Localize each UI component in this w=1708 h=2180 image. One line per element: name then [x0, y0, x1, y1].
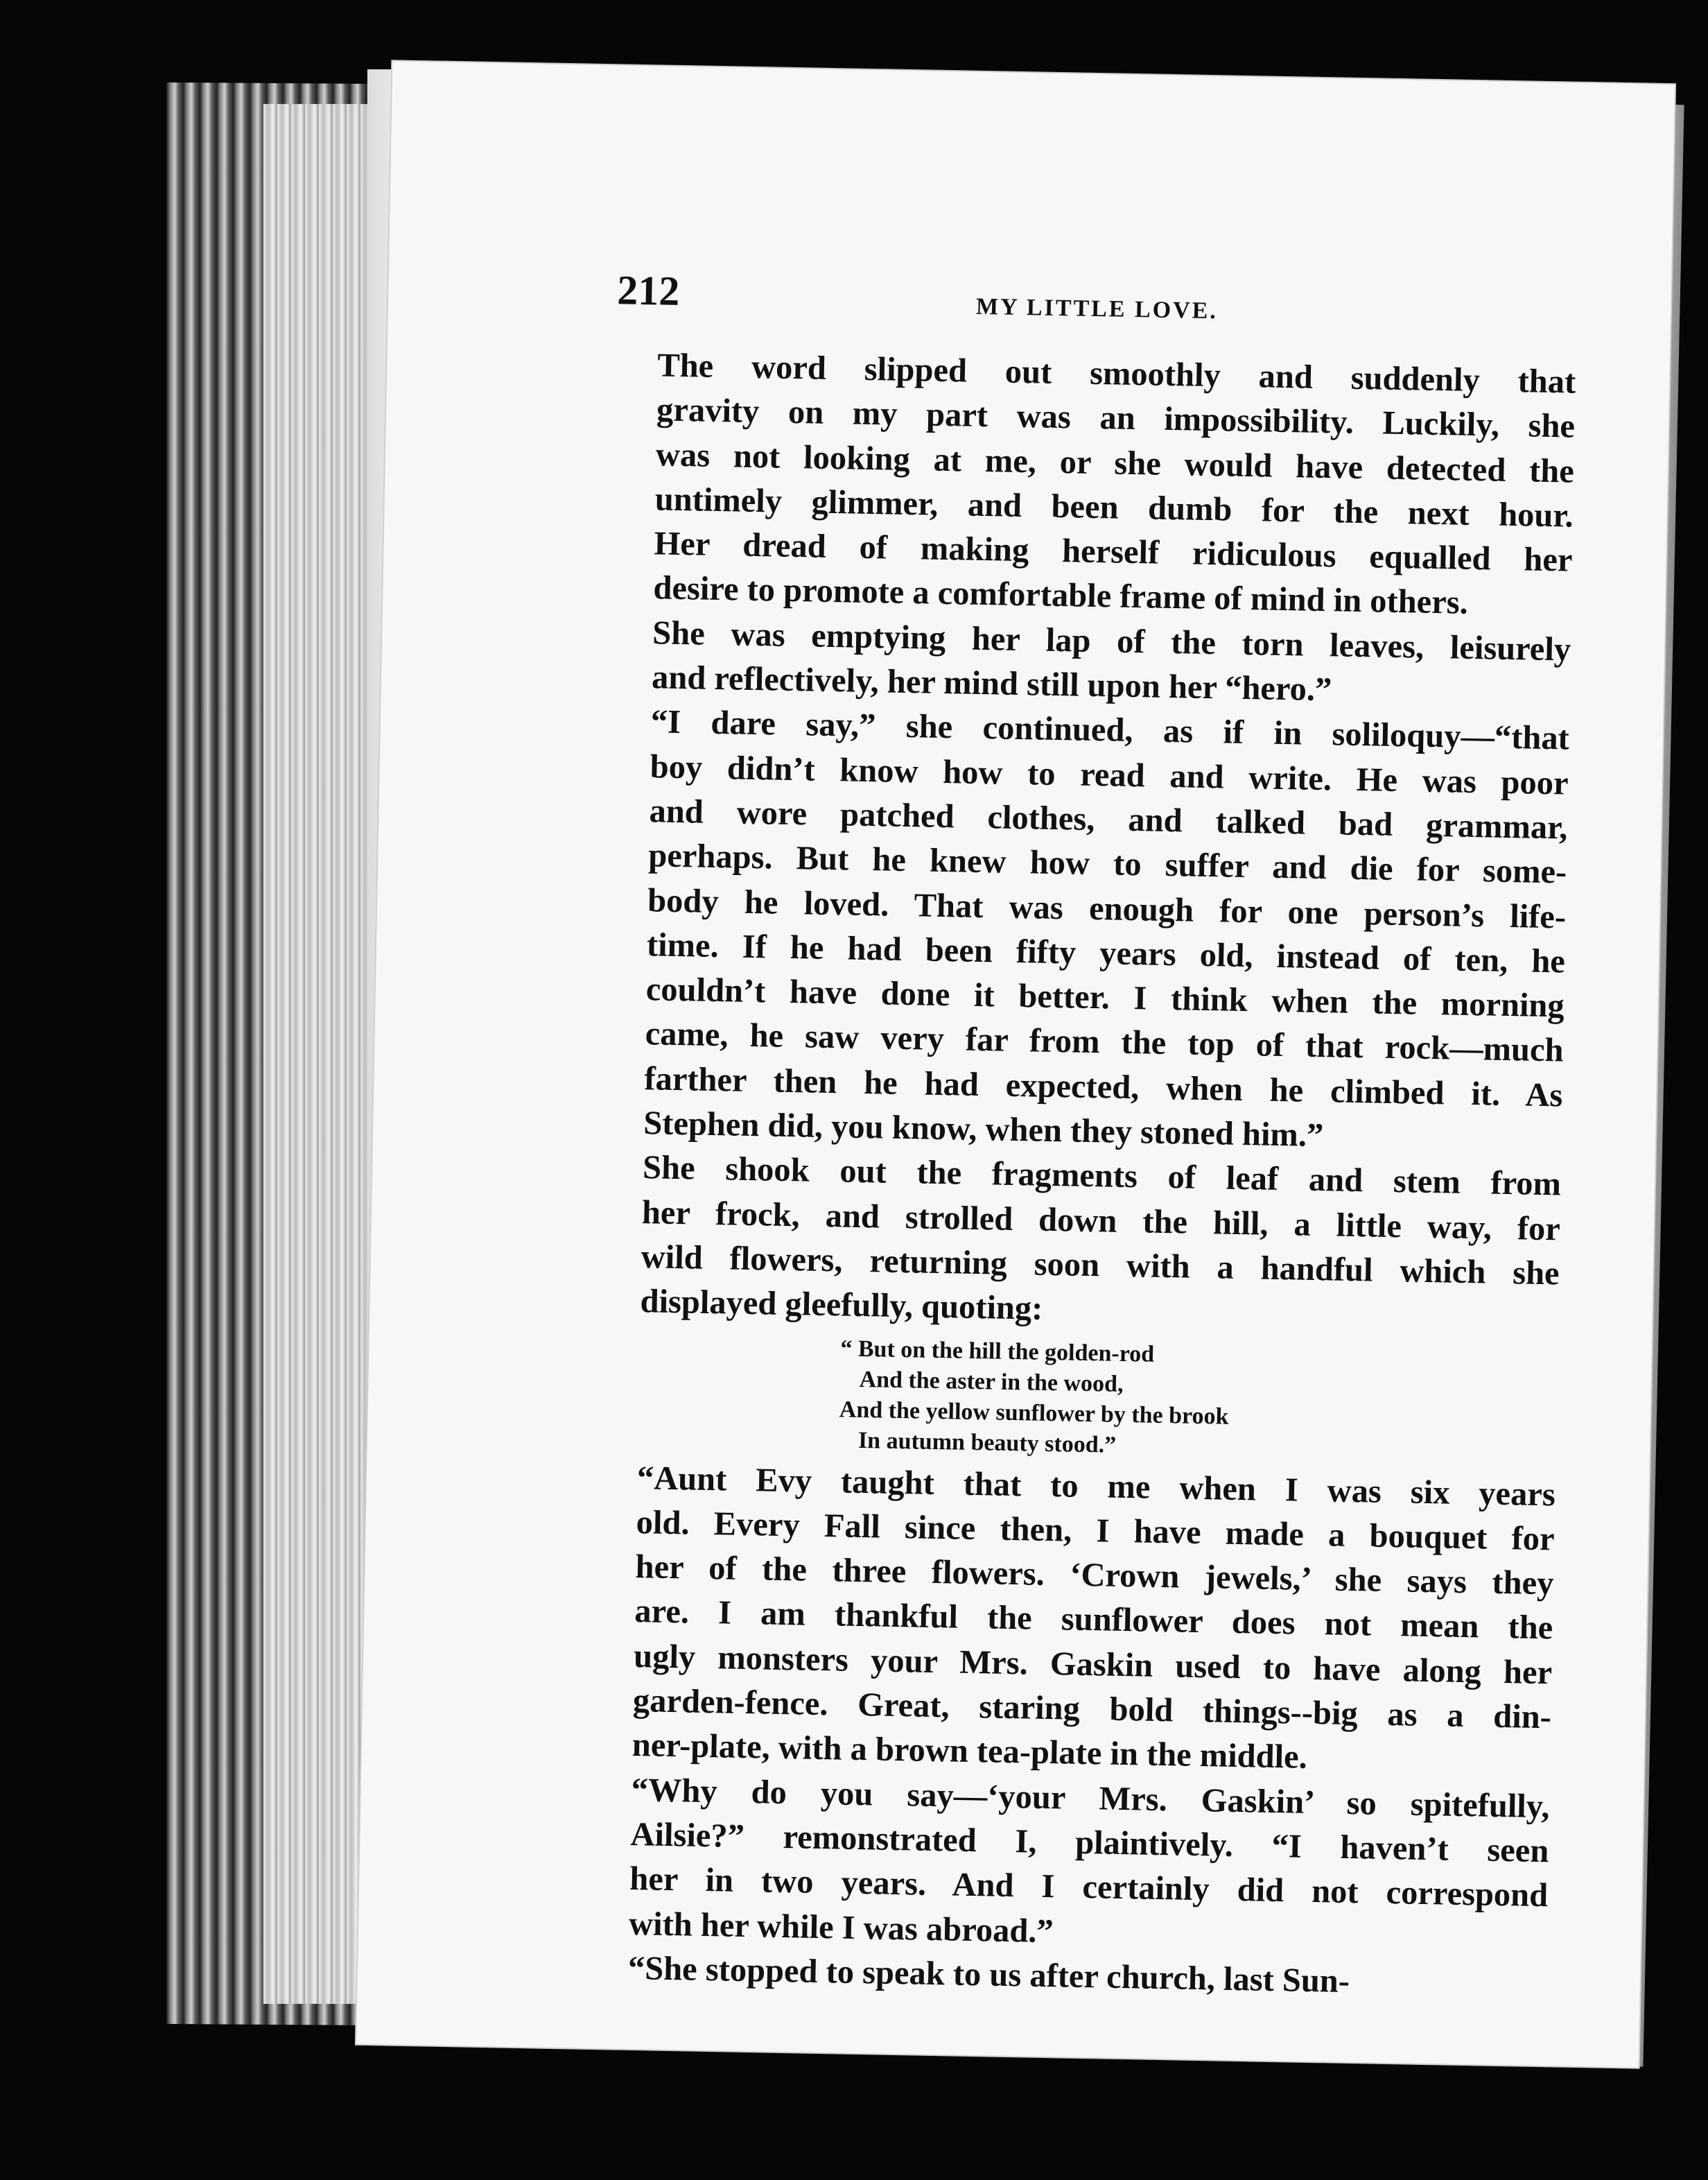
text-line: Her dread of making herself ridiculous equalled her	[654, 525, 1573, 579]
text-line: couldn’t have done it better. I think when the morning	[645, 971, 1565, 1025]
text-line: Stephen did, you know, when they stoned him.”	[643, 1105, 1324, 1154]
verse-line: And the yellow sunflower by the brook	[839, 1396, 1229, 1430]
text-line: She was emptying her lap of the torn leaves, leisurely	[652, 614, 1571, 668]
text-line: ugly monsters your Mrs. Gaskin used to have along her	[633, 1637, 1553, 1692]
page-text	[586, 266, 1577, 2007]
paragraph	[610, 610, 1571, 717]
paragraph	[587, 1767, 1550, 1964]
text-line: boy didn’t know how to read and write. He was poor	[650, 747, 1569, 802]
text-line: “I dare say,” she continued, as if in soliloquy—“that	[650, 703, 1570, 757]
text-line: her of the three flowers. ‘Crown jewels,’ she says they	[635, 1548, 1554, 1602]
text-line: and reflectively, her mind still upon her “hero.”	[651, 659, 1332, 709]
text-line: The word slipped out smoothly and suddenly that	[656, 347, 1576, 401]
text-line: Ailsie?” remonstrated I, plaintively. “I haven’t seen	[630, 1815, 1549, 1870]
verse-line: And the aster in the wood,	[859, 1366, 1124, 1397]
page-number: 212	[616, 267, 680, 314]
text-line: are. I am thankful the sunflower does not mean the	[634, 1593, 1553, 1647]
book-page	[356, 61, 1675, 2067]
text-line: She shook out the fragments of leaf and stem from	[642, 1149, 1562, 1203]
text-line: “Aunt Evy taught that to me when I was six years	[636, 1459, 1556, 1513]
verse-line: “ But on the hill the golden-rod	[840, 1335, 1155, 1367]
text-line: displayed gleefully, quoting:	[640, 1283, 1043, 1328]
text-line: and wore patched clothes, and talked bad grammar,	[649, 793, 1568, 847]
verse-quotation	[596, 1329, 1558, 1469]
paragraph	[598, 1145, 1561, 1341]
text-line: gravity on my part was an impossibility. Luckily, she	[656, 391, 1576, 445]
text-line: her frock, and strolled down the hill, a little way, for	[641, 1193, 1561, 1248]
text-line: untimely glimmer, and been dumb for the next hour.	[654, 481, 1574, 535]
body-after-verse	[586, 1455, 1556, 2008]
text-line: was not looking at me, or she would have detected the	[655, 435, 1575, 490]
body-before-verse	[598, 343, 1576, 1341]
text-line: her in two years. And I certainly did not correspond	[629, 1860, 1549, 1914]
paragraph	[602, 700, 1570, 1163]
paragraph	[611, 343, 1576, 628]
text-line: desire to promote a comfortable frame of mind in others.	[653, 569, 1469, 622]
text-line: body he loved. That was enough for one person’s life-	[647, 881, 1567, 936]
text-line: time. If he had been fifty years old, instead of ten, he	[646, 926, 1566, 980]
text-line: ner-plate, with a brown tea-plate in the middle.	[631, 1727, 1308, 1776]
text-line: farther then he had expected, when he climbed it. As	[644, 1059, 1563, 1114]
text-line: came, he saw very far from the top of that rock—much	[645, 1015, 1564, 1069]
running-title: MY LITTLE LOVE.	[975, 293, 1219, 325]
text-line: garden-fence. Great, staring bold things--big as a din-	[632, 1682, 1552, 1736]
text-line: “Why do you say—‘your Mrs. Gaskin’ so spitefully,	[631, 1771, 1550, 1825]
text-line: perhaps. But he knew how to suffer and die for some-	[647, 837, 1567, 891]
verse-line: In autumn beauty stood.”	[857, 1427, 1117, 1458]
text-line: old. Every Fall since then, I have made a bouquet for	[636, 1503, 1556, 1558]
text-line: “She stopped to speak to us after church, last Sun-	[627, 1949, 1350, 2000]
paragraph	[590, 1455, 1556, 1785]
text-line: wild flowers, returning soon with a handful which she	[640, 1238, 1560, 1292]
text-line: with her while I was abroad.”	[628, 1905, 1054, 1950]
